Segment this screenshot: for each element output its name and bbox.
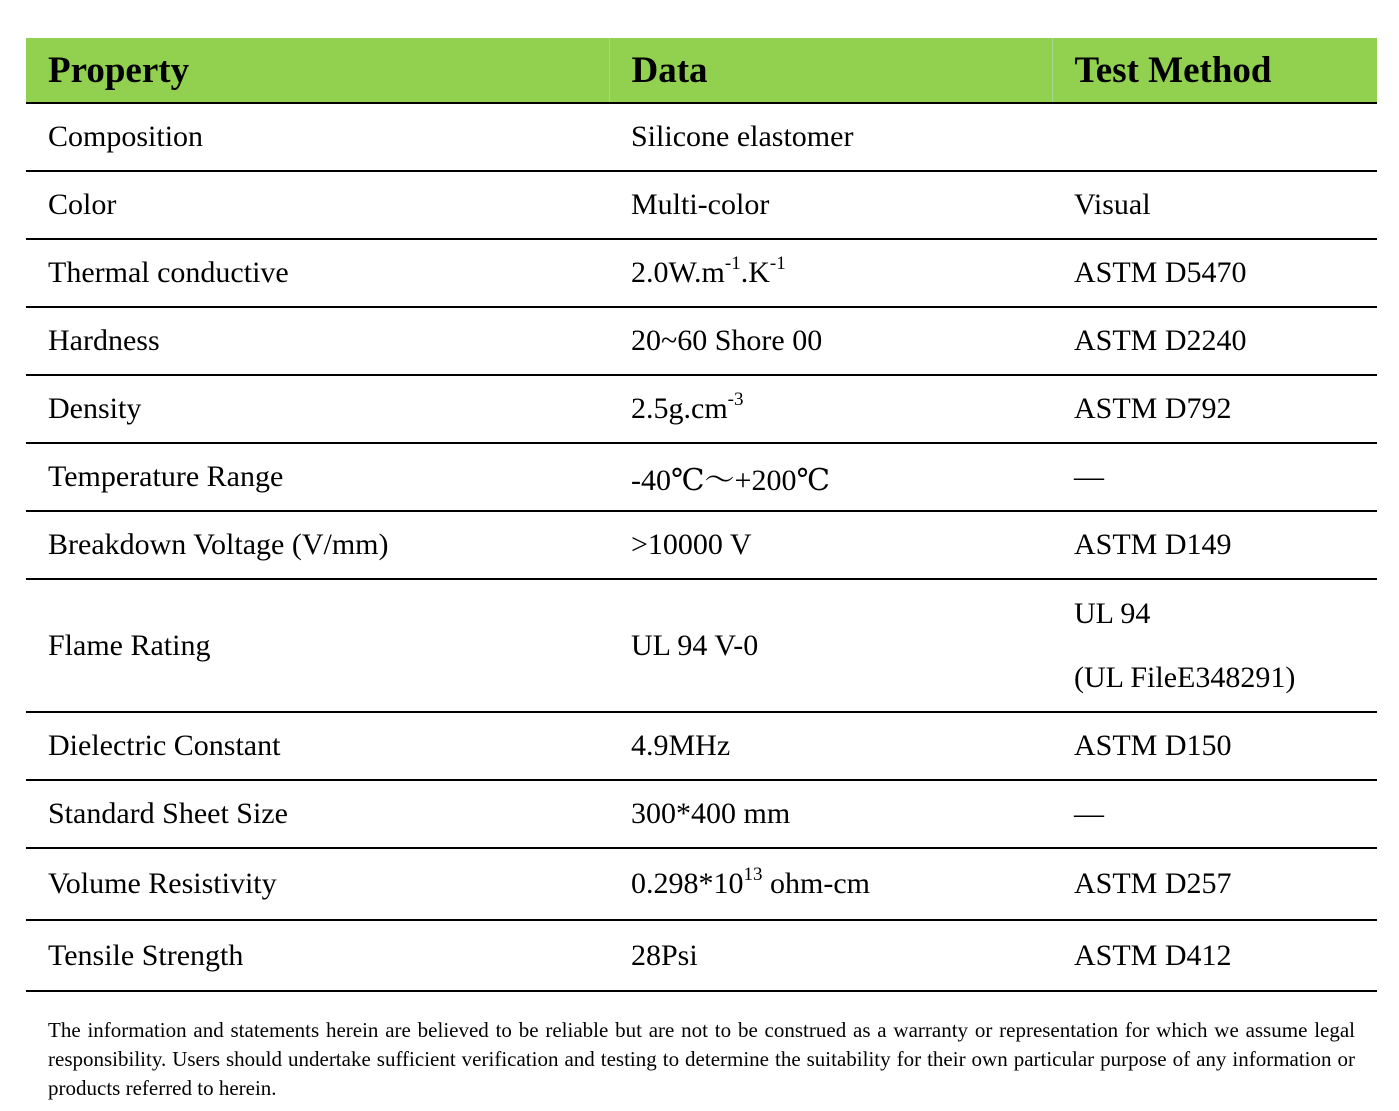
method-cell: ASTM D257 xyxy=(1052,848,1377,920)
method-line: UL 94 xyxy=(1074,596,1151,630)
method-cell: ASTM D792 xyxy=(1052,375,1377,443)
property-cell: Temperature Range xyxy=(26,443,609,511)
table-row xyxy=(26,920,1377,991)
property-cell: Volume Resistivity xyxy=(26,848,609,920)
table-row xyxy=(26,103,1377,171)
data-cell: 20~60 Shore 00 xyxy=(609,307,1052,375)
property-cell: Standard Sheet Size xyxy=(26,780,609,848)
table-row xyxy=(26,239,1377,307)
data-superscript: -1 xyxy=(724,253,741,274)
property-cell: Breakdown Voltage (V/mm) xyxy=(26,511,609,579)
data-cell: 300*400 mm xyxy=(609,780,1052,848)
property-cell: Thermal conductive xyxy=(26,239,609,307)
data-base: 2.0W.m xyxy=(631,256,725,289)
method-cell: — xyxy=(1052,780,1377,848)
data-mid: .K xyxy=(740,256,770,289)
property-cell: Hardness xyxy=(26,307,609,375)
data-cell: Silicone elastomer xyxy=(609,103,1052,171)
data-superscript: -1 xyxy=(769,253,786,274)
table-row xyxy=(26,780,1377,848)
data-cell: -40℃～+200℃ xyxy=(609,443,1052,511)
property-cell: Dielectric Constant xyxy=(26,712,609,780)
table-row xyxy=(26,579,1377,712)
method-cell: ASTM D5470 xyxy=(1052,239,1377,307)
table-header-row xyxy=(26,38,1377,103)
table-row xyxy=(26,171,1377,239)
data-superscript: 13 xyxy=(743,864,763,885)
header-property: Property xyxy=(26,38,609,103)
data-cell: >10000 V xyxy=(609,511,1052,579)
method-cell: Visual xyxy=(1052,171,1377,239)
method-cell: ASTM D150 xyxy=(1052,712,1377,780)
properties-table xyxy=(26,38,1377,992)
property-cell: Density xyxy=(26,375,609,443)
data-base: 2.5g.cm xyxy=(631,392,728,425)
header-data: Data xyxy=(609,38,1052,103)
method-cell: ASTM D2240 xyxy=(1052,307,1377,375)
method-cell: — xyxy=(1052,443,1377,511)
property-cell: Color xyxy=(26,171,609,239)
method-cell: ASTM D412 xyxy=(1052,920,1377,991)
data-cell xyxy=(609,848,1052,920)
table-row xyxy=(26,307,1377,375)
data-cell: UL 94 V-0 xyxy=(609,579,1052,712)
table-row xyxy=(26,443,1377,511)
spec-sheet xyxy=(26,38,1377,992)
data-cell: Multi-color xyxy=(609,171,1052,239)
method-line: (UL FileE348291) xyxy=(1074,660,1296,694)
property-cell: Tensile Strength xyxy=(26,920,609,991)
data-cell xyxy=(609,375,1052,443)
data-base: 0.298*10 xyxy=(631,867,744,900)
disclaimer: The information and statements herein are believed to be reliable but are not to be construed as a warranty or representation for which we assume legal responsibility. Users should undertake sufficient verification and testing to determine the suitability for their own particular purpose of any information or products referred to herein. xyxy=(48,1018,1355,1100)
table-row xyxy=(26,712,1377,780)
table-row xyxy=(26,375,1377,443)
table-row xyxy=(26,511,1377,579)
data-superscript: -3 xyxy=(727,389,744,410)
header-test-method: Test Method xyxy=(1052,38,1377,103)
method-cell xyxy=(1052,579,1377,712)
method-cell xyxy=(1052,103,1377,171)
table-row xyxy=(26,848,1377,920)
data-cell xyxy=(609,239,1052,307)
data-cell: 4.9MHz xyxy=(609,712,1052,780)
data-mid: ohm-cm xyxy=(762,867,870,900)
method-cell: ASTM D149 xyxy=(1052,511,1377,579)
property-cell: Composition xyxy=(26,103,609,171)
data-cell: 28Psi xyxy=(609,920,1052,991)
property-cell: Flame Rating xyxy=(26,579,609,712)
